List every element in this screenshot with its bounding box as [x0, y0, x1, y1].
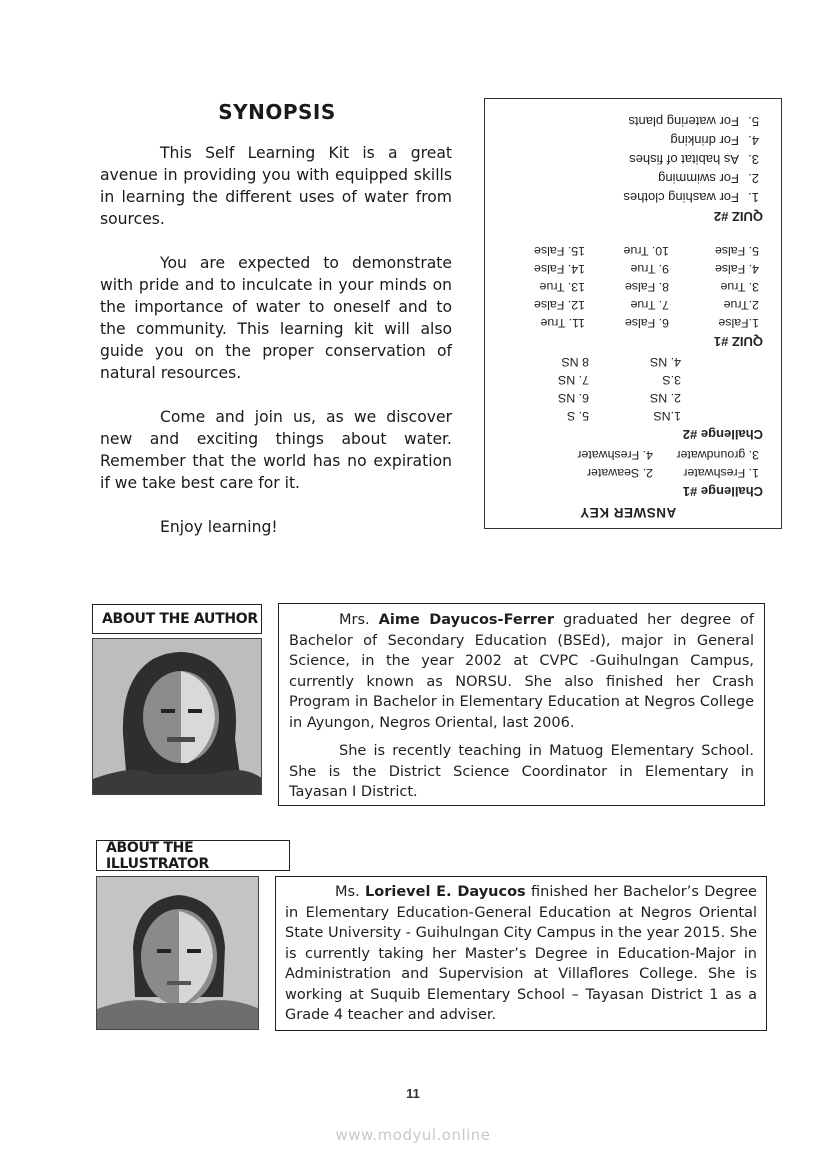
answer-key-rotated-content	[485, 99, 781, 528]
answer: 3.S	[662, 373, 681, 387]
author-bio-paragraph	[289, 610, 754, 733]
answer: 4. NS	[650, 355, 681, 369]
synopsis-paragraph: This Self Learning Kit is a great avenue in providing you with equipped skills in learning the different uses of water from sources.	[100, 144, 452, 228]
item-text: For swimming	[658, 171, 739, 186]
item-number: 4.	[748, 133, 759, 148]
illustrator-bio	[275, 876, 767, 1031]
illustrator-name: Lorievel E. Dayucos	[365, 884, 526, 900]
item-number: 5.	[748, 114, 759, 129]
challenge1-row	[497, 446, 763, 464]
illustrator-title: Ms.	[335, 884, 365, 900]
quiz1-row	[497, 278, 763, 296]
challenge2-row	[497, 389, 763, 407]
answer: 9. True	[630, 262, 669, 276]
quiz1-row	[497, 242, 763, 260]
illustrator-photo	[96, 876, 259, 1030]
answer: 6. NS	[558, 391, 589, 405]
answer: 7. True	[630, 298, 669, 312]
answer: 3. groundwater	[676, 448, 759, 462]
quiz2-item	[497, 112, 763, 131]
author-photo	[92, 638, 262, 795]
item-text: For washing clothes	[623, 190, 739, 205]
quiz2-item	[497, 150, 763, 169]
quiz1-heading: QUIZ #1	[713, 334, 763, 349]
item-text: For drinking	[670, 133, 739, 148]
about-author-label: ABOUT THE AUTHOR	[92, 604, 262, 634]
quiz1-row	[497, 296, 763, 314]
synopsis-title: SYNOPSIS	[218, 100, 336, 124]
answer: 1.NS	[653, 409, 681, 423]
challenge2-heading: Challenge #2	[682, 427, 763, 442]
item-text: For watering plants	[628, 114, 739, 129]
author-bio-paragraph: She is recently teaching in Matuog Elementary School. She is the District Science Coordinator in Elementary in Tayasan I District.	[289, 743, 754, 800]
illustrator-portrait-image	[97, 877, 259, 1030]
answer: 3. True	[720, 280, 759, 294]
answer-key-title: ANSWER KEY	[579, 505, 677, 520]
answer: 7. NS	[558, 373, 589, 387]
answer: 4. Freshwater	[577, 448, 653, 462]
author-name: Aime Dayucos-Ferrer	[378, 612, 555, 628]
synopsis-paragraph: You are expected to demonstrate with pride and to inculcate in your minds on the importance of water to oneself and to the community. This learning kit will also guide you on the proper conservation of natural resources.	[100, 254, 452, 382]
synopsis-paragraph: Come and join us, as we discover new and exciting things about water. Remember that the world has no expiration if we take best care for it.	[100, 408, 452, 492]
item-number: 1.	[748, 190, 759, 205]
answer: 14. False	[534, 262, 585, 276]
quiz2-item	[497, 188, 763, 207]
answer: 6. False	[624, 316, 669, 330]
author-title: Mrs.	[339, 612, 379, 628]
challenge1-row	[497, 464, 763, 482]
challenge2-row	[497, 371, 763, 389]
answer: 2. Seawater	[586, 466, 653, 480]
item-number: 3.	[748, 152, 759, 167]
watermark: www.modyul.online	[335, 1126, 491, 1144]
quiz1-row	[497, 314, 763, 332]
quiz2-item	[497, 169, 763, 188]
answer: 2.True	[723, 298, 759, 312]
author-portrait-image	[93, 639, 262, 795]
item-text: As habitat of fishes	[629, 152, 739, 167]
quiz1-row	[497, 260, 763, 278]
page-number: 11	[406, 1086, 420, 1101]
answer: 11. True	[540, 316, 585, 330]
synopsis-closing: Enjoy learning!	[160, 518, 278, 536]
answer: 5. S	[566, 409, 589, 423]
author-bio	[278, 603, 765, 806]
illustrator-bio-paragraph	[285, 882, 757, 1026]
item-number: 2.	[748, 171, 759, 186]
quiz2-heading: QUIZ #2	[713, 209, 763, 224]
answer: 8 NS	[561, 355, 589, 369]
challenge2-row	[497, 353, 763, 371]
synopsis-section	[100, 100, 452, 538]
challenge2-row	[497, 407, 763, 425]
illustrator-bio-text: finished her Bachelor’s Degree in Elementary Education-General Education at Negros Oriental State University - Guihulngan City Campus in the year 2015. She is currently taking her Master’s Degree in Education-Major in Administration and Supervision at Villaflores College. She is working at Suquib Elementary School – Tayasan District 1 as a Grade 4 teacher and adviser.	[285, 884, 757, 1023]
answer: 1.False	[718, 316, 759, 330]
answer: 5. False	[714, 244, 759, 258]
answer: 1. Freshwater	[683, 466, 759, 480]
answer: 13. True	[539, 280, 585, 294]
author-bio-text: graduated her degree of Bachelor of Secondary Education (BSEd), major in General Science, in the year 2002 at CVPC -Guihulngan Campus, currently known as NORSU. She also finished her Crash Program in Bachelor in Elementary Education at Negros College in Ayungon, Negros Oriental, last 2006.	[289, 612, 754, 731]
answer: 15. False	[534, 244, 585, 258]
answer: 8. False	[624, 280, 669, 294]
answer: 10. True	[623, 244, 669, 258]
answer: 12. False	[534, 298, 585, 312]
about-illustrator-label: ABOUT THE ILLUSTRATOR	[96, 840, 290, 871]
quiz2-item	[497, 131, 763, 150]
answer: 2. NS	[650, 391, 681, 405]
answer: 4. False	[714, 262, 759, 276]
challenge1-heading: Challenge #1	[682, 484, 763, 499]
answer-key-box	[484, 98, 782, 529]
